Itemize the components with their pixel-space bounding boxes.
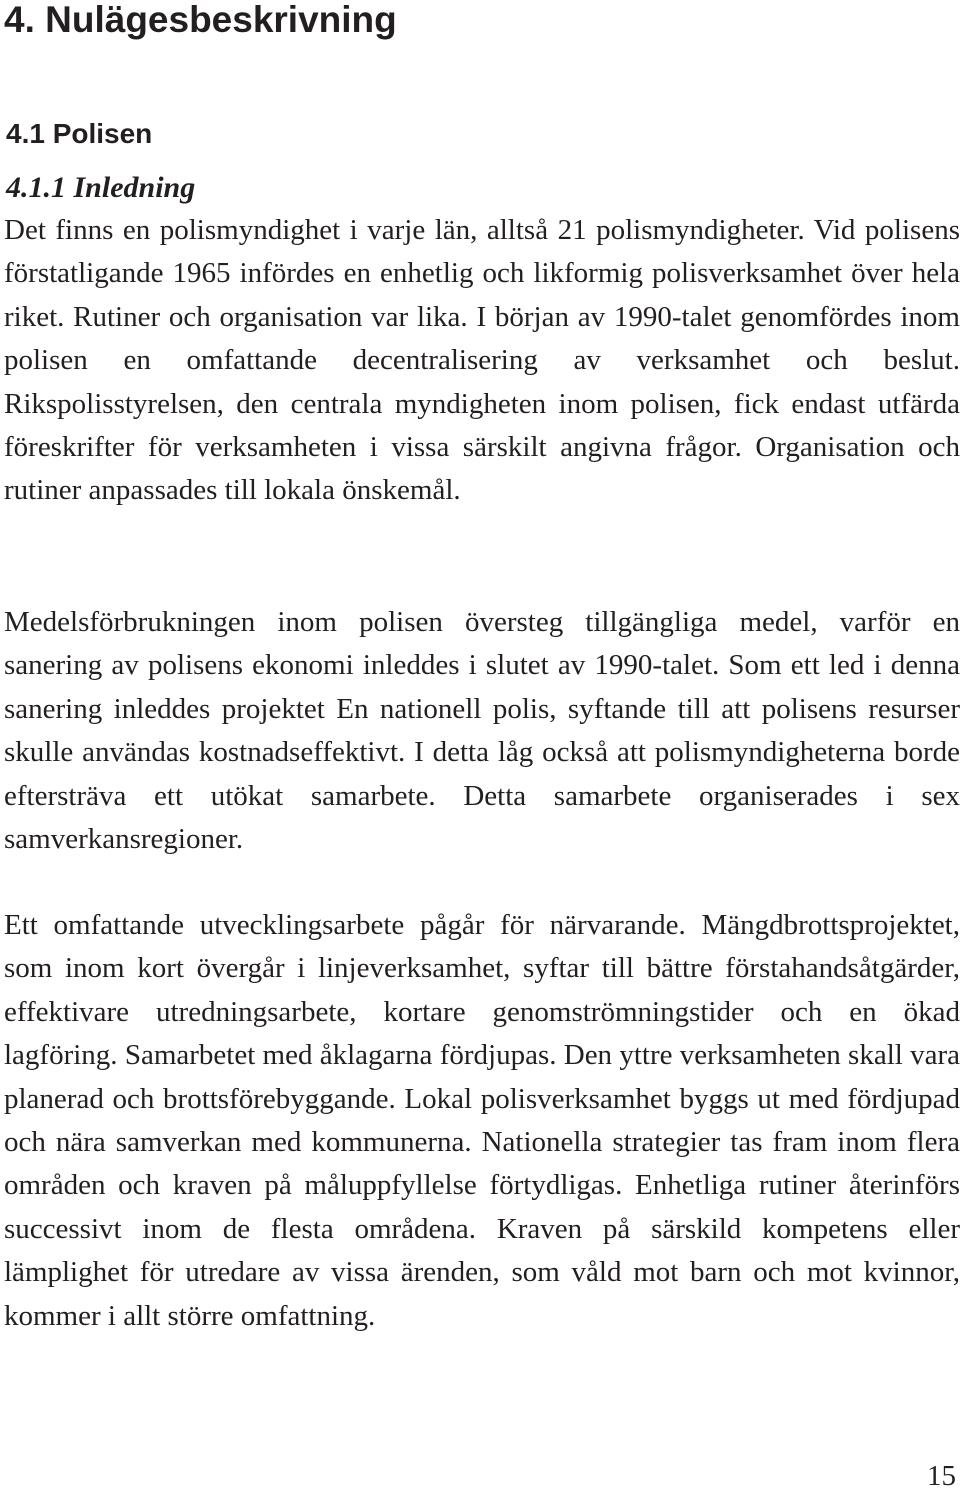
subsection-heading: 4.1.1 Inledning [6,171,196,204]
body-paragraph-2: Medelsförbrukningen inom polisen översteg tillgängliga medel, varför en sanering av polisens ekonomi inleddes i slutet av 1990-talet. Som ett led i denna sanering inleddes projektet En nationell polis, syftande till att polisens resurser skulle användas kostnadseffektivt. I detta låg också att polismyndigheterna borde eftersträva ett utökat samarbete. Detta samarbete organiserades i sex samverkansregioner. [4,606,960,856]
body-paragraph-3: Ett omfattande utvecklingsarbete pågår för närvarande. Mängdbrottsprojektet, som inom kort övergår i linjeverksamhet, syftar till bättre förstahandsåtgärder, effektivare utredningsarbete, kortare genomströmningstider och en ökad lagföring. Samarbetet med åklagarna fördjupas. Den yttre verksamheten skall vara planerad och brottsförebyggande. Lokal polisverksamhet byggs ut med fördjupad och nära samverkan med kommunerna. Nationella strategier tas fram inom flera områden och kraven på måluppfyllelse förtydligas. Enhetliga rutiner återinförs successivt inom de flesta områdena. Kraven på särskild kompetens eller lämplighet för utredare av vissa ärenden, som våld mot barn och mot kvinnor, kommer i allt större omfattning. [4,909,960,1332]
page-number: 15 [927,1460,956,1492]
chapter-heading: 4. Nulägesbeskrivning [4,0,397,40]
section-heading: 4.1 Polisen [6,118,153,149]
body-paragraph-1: Det finns en polismyndighet i varje län, alltså 21 polismyndigheter. Vid polisens förstatligande 1965 infördes en enhetlig och likformig polisverksamhet över hela riket. Rutiner och organisation var lika. I början av 1990-talet genomfördes inom polisen en omfattande decentralisering av verksamhet och beslut. Rikspolisstyrelsen, den centrala myndigheten inom polisen, fick endast utfärda föreskrifter för verksamheten i vissa särskilt angivna frågor. Organisation och rutiner anpassades till lokala önskemål. [4,214,960,507]
